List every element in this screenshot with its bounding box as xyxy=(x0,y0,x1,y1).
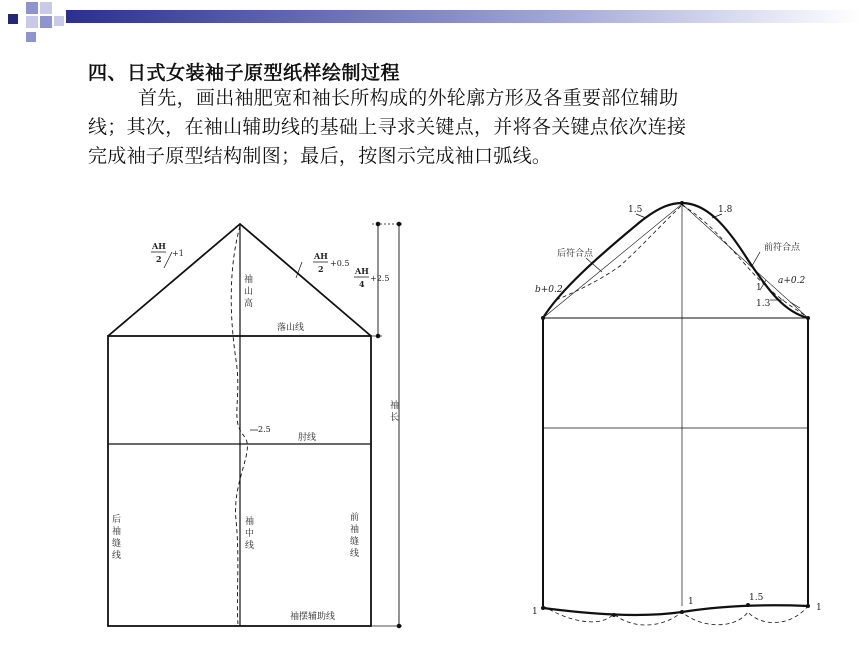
para-line-2: 线；其次，在袖山辅助线的基础上寻求关键点，并将各关键点依次连接 xyxy=(88,116,687,138)
frac1-num: AH xyxy=(152,241,166,251)
back-seam-char-3: 缝 xyxy=(112,539,122,549)
frac2-num: AH xyxy=(314,251,328,261)
offset-label: 2.5 xyxy=(258,425,271,434)
back-seam-char-2: 袖 xyxy=(112,527,122,537)
hem-mid2-label: 1.5 xyxy=(749,593,764,603)
back-seam-char-4: 线 xyxy=(112,551,122,561)
front-seam-char-1: 前 xyxy=(350,513,360,523)
right-labels xyxy=(532,205,822,617)
left-labels xyxy=(112,241,399,622)
frac3-num: AH xyxy=(355,266,369,276)
back-notch-label: 后符合点 xyxy=(557,249,594,259)
front-notch-label: 前符合点 xyxy=(764,243,801,253)
frac1-tail: +1 xyxy=(172,249,184,258)
frac1-den: 2 xyxy=(156,254,162,264)
dashed-guide-curve xyxy=(231,226,247,624)
para-line-3: 完成袖子原型结构制图；最后，按图示完成袖口弧线。 xyxy=(88,145,552,167)
hem-mid-label: 1 xyxy=(688,597,694,607)
front-seam-char-4: 线 xyxy=(350,549,360,559)
b-offset-label: b+0.2 xyxy=(535,285,563,295)
right-points xyxy=(541,201,810,617)
hem-dashed xyxy=(543,606,808,625)
frac2-tail: +0.5 xyxy=(330,259,350,268)
hem-right-label: 1 xyxy=(816,603,822,613)
left-sleeve-draft xyxy=(108,222,402,628)
para-line-1: 首先，画出袖肥宽和袖长所构成的外轮廓方形及各重要部位辅助 xyxy=(138,87,679,109)
hem-line-label: 袖摆辅助线 xyxy=(290,612,336,622)
frac2-den: 2 xyxy=(318,264,324,274)
a-offset-label: a+0.2 xyxy=(778,276,806,286)
cap-height-char-1: 袖 xyxy=(244,275,254,285)
frac3-tail: +2.5 xyxy=(370,274,390,283)
back-seam-char-1: 后 xyxy=(112,515,122,525)
center-line-char-3: 线 xyxy=(245,541,255,551)
right-sleeve-draft xyxy=(543,203,808,625)
cap-height-char-3: 高 xyxy=(244,299,254,309)
center-line-char-2: 中 xyxy=(245,529,255,539)
front-seam-char-3: 缝 xyxy=(350,537,360,547)
dim-1-8: 1.8 xyxy=(718,205,733,215)
page-title: 四、日式女装袖子原型纸样绘制过程 xyxy=(88,62,401,84)
cap-line-label: 落山线 xyxy=(277,323,305,333)
dim-1: 1 xyxy=(756,283,762,293)
dim-1-5: 1.5 xyxy=(628,205,643,215)
hem-left-label: 1 xyxy=(532,607,538,617)
front-seam-char-2: 袖 xyxy=(350,525,360,535)
cap-height-char-2: 山 xyxy=(244,287,254,297)
elbow-line-label: 肘线 xyxy=(298,433,317,443)
hem-curve xyxy=(543,605,808,615)
dim-1-3: 1.3 xyxy=(756,299,771,309)
center-line-char-1: 袖 xyxy=(245,517,255,527)
frac3-den: 4 xyxy=(359,279,365,289)
sleeve-length-char-1: 袖 xyxy=(390,401,400,411)
sleeve-length-char-2: 长 xyxy=(390,413,400,423)
